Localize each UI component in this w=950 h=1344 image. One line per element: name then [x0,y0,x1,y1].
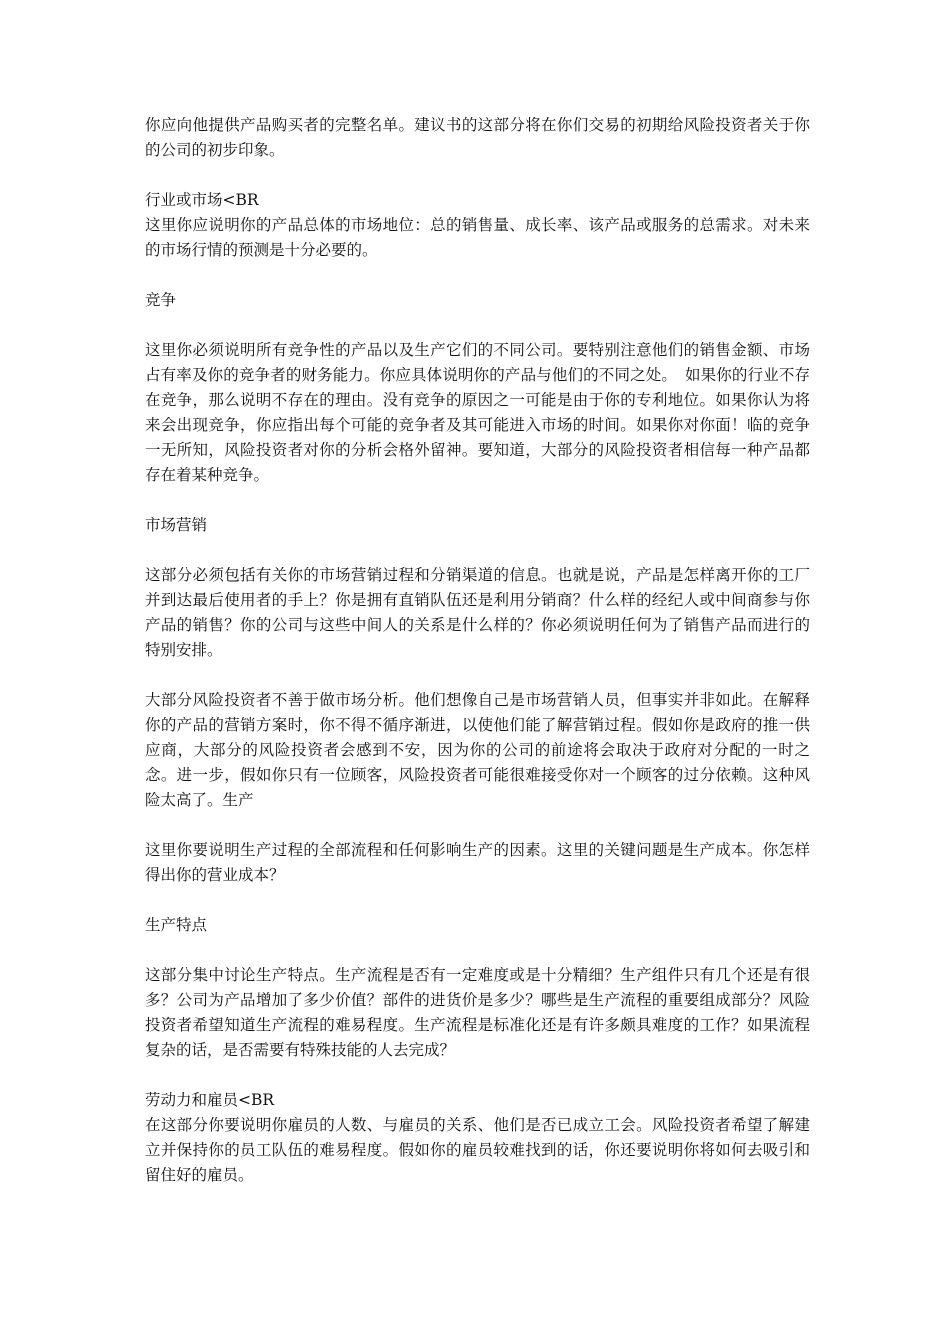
industry-market-paragraph: 这里你应说明你的产品总体的市场地位：总的销售量、成长率、该产品或服务的总需求。对未来的市场行情的预测是十分必要的。 [145,216,810,259]
section-heading-industry-market: 行业或市场<BR [145,191,259,209]
production-features-paragraph: 这部分集中讨论生产特点。生产流程是否有一定难度或是十分精细？生产组件只有几个还是有很多？公司为产品增加了多少价值？部件的进货价是多少？哪些是生产流程的重要组成部分？风险投资者希望知道生产流程的难易程度。生产流程是标准化还是有许多颇具难度的工作？如果流程复杂的话，是否需要有特殊技能的人去完成？ [145,966,810,1059]
production-paragraph: 这里你要说明生产过程的全部流程和任何影响生产的因素。这里的关键问题是生产成本。你怎样得出你的营业成本？ [145,841,810,884]
section-heading-labor: 劳动力和雇员<BR [145,1091,275,1109]
marketing-paragraph-1: 这部分必须包括有关你的市场营销过程和分销渠道的信息。也就是说，产品是怎样离开你的工厂并到达最后使用者的手上？你是拥有直销队伍还是利用分销商？什么样的经纪人或中间商参与你产品的销售？你的公司与这些中间人的关系是什么样的？你必须说明任何为了销售产品而进行的特别安排。 [145,566,810,659]
section-heading-production-features: 生产特点 [145,916,208,934]
document-body [145,113,810,1213]
section-heading-marketing: 市场营销 [145,516,208,534]
labor-paragraph: 在这部分你要说明你雇员的人数、与雇员的关系、他们是否已成立工会。风险投资者希望了解建立并保持你的员工队伍的难易程度。假如你的雇员较难找到的话，你还要说明你将如何去吸引和留住好的雇员。 [145,1116,810,1184]
marketing-paragraph-2: 大部分风险投资者不善于做市场分析。他们想像自己是市场营销人员，但事实并非如此。在解释你的产品的营销方案时，你不得不循序渐进，以使他们能了解营销过程。假如你是政府的推一供应商，大部分的风险投资者会感到不安，因为你的公司的前途将会取决于政府对分配的一时之念。进一步，假如你只有一位顾客，风险投资者可能很难接受你对一个顾客的过分依赖。这种风险太高了。生产 [145,691,810,809]
intro-paragraph: 你应向他提供产品购买者的完整名单。建议书的这部分将在你们交易的初期给风险投资者关于你的公司的初步印象。 [145,116,810,159]
competition-paragraph: 这里你必须说明所有竞争性的产品以及生产它们的不同公司。要特别注意他们的销售金额、市场占有率及你的竞争者的财务能力。你应具体说明你的产品与他们的不同之处。 如果你的行业不存在竞争，那么说明不存在的理由。没有竞争的原因之一可能是由于你的专利地位。如果你认为将来会出现竞争，你应指出每个可能的竞争者及其可能进入市场的时间。如果你对你面！临的竞争一无所知，风险投资者对你的分析会格外留神。要知道，大部分的风险投资者相信每一种产品都存在着某种竞争。 [145,341,810,484]
section-heading-competition: 竞争 [145,291,177,309]
